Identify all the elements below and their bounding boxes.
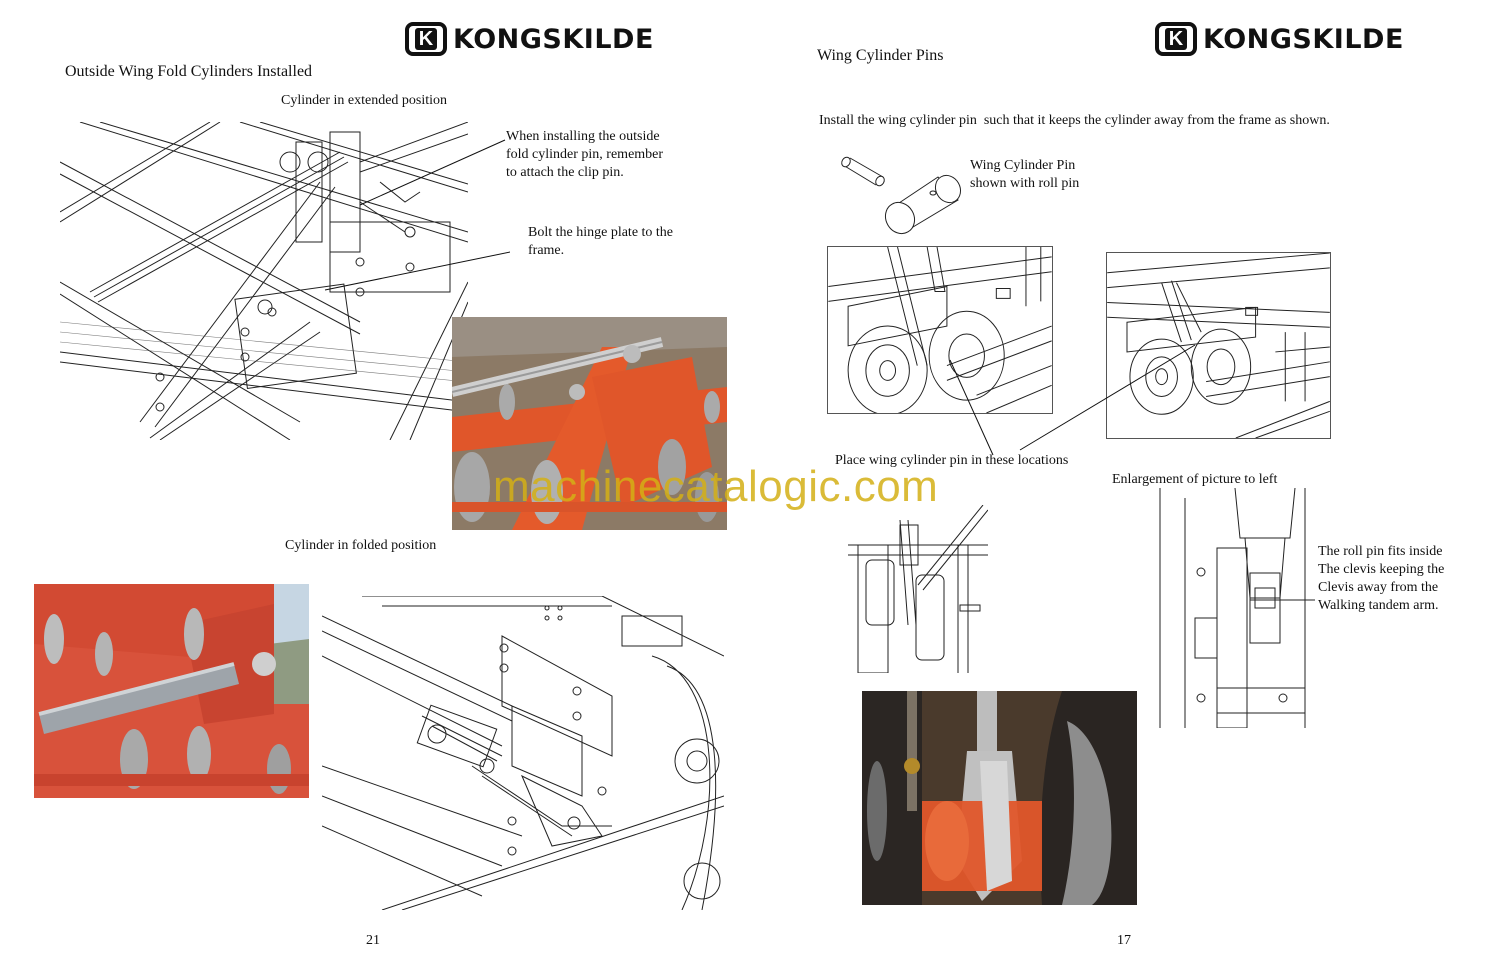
page-title-right: Wing Cylinder Pins (817, 47, 944, 64)
kongskilde-k-icon: K (405, 22, 447, 56)
tandem-side-drawing (848, 505, 988, 673)
callout-clip-pin (506, 128, 706, 182)
logo-wordmark: KONGSKILDE (453, 23, 654, 55)
kongskilde-k-icon: K (1155, 22, 1197, 56)
caption-folded: Cylinder in folded position (285, 538, 437, 553)
location-leader-lines (945, 300, 1205, 460)
clevis-enlargement-drawing (1155, 488, 1315, 728)
pin-label-line: Wing Cylinder Pin (970, 158, 1076, 173)
note-line: Clevis away from the (1318, 580, 1439, 595)
logo-wordmark: KONGSKILDE (1203, 23, 1404, 55)
place-caption: Place wing cylinder pin in these locations (835, 453, 1069, 468)
watermark: machinecatalogic.com (493, 462, 939, 511)
kongskilde-logo-right (1155, 22, 1404, 56)
clevis-closeup-photo (862, 691, 1137, 905)
callout-line: to attach the clip pin. (506, 165, 624, 180)
callout-hinge-plate (528, 224, 728, 260)
page-number-right: 17 (1117, 933, 1131, 948)
callout-line: Bolt the hinge plate to the (528, 225, 674, 240)
note-line: The clevis keeping the (1318, 562, 1445, 577)
callout-line: fold cylinder pin, remember (506, 147, 664, 162)
kongskilde-logo-left (405, 22, 654, 56)
note-line: The roll pin fits inside (1318, 544, 1443, 559)
page-number-left: 21 (366, 933, 380, 948)
wing-cylinder-pin-drawing (838, 155, 963, 235)
page-title: Outside Wing Fold Cylinders Installed (65, 63, 313, 80)
roll-pin-note (1318, 543, 1444, 615)
callout-leader-lines-left (300, 135, 510, 300)
pin-label-line: shown with roll pin (970, 176, 1080, 191)
callout-line: frame. (528, 243, 565, 258)
enlargement-caption: Enlargement of picture to left (1112, 472, 1278, 487)
cultivator-photo-folded (34, 584, 309, 798)
folded-cylinder-drawing (322, 596, 724, 910)
instruction-text: Install the wing cylinder pin such that it keeps the cylinder away from the frame as shown. (819, 113, 1330, 128)
note-line: Walking tandem arm. (1318, 598, 1439, 613)
caption-extended: Cylinder in extended position (281, 93, 448, 108)
callout-line: When installing the outside (506, 129, 660, 144)
pin-label (970, 157, 1079, 193)
